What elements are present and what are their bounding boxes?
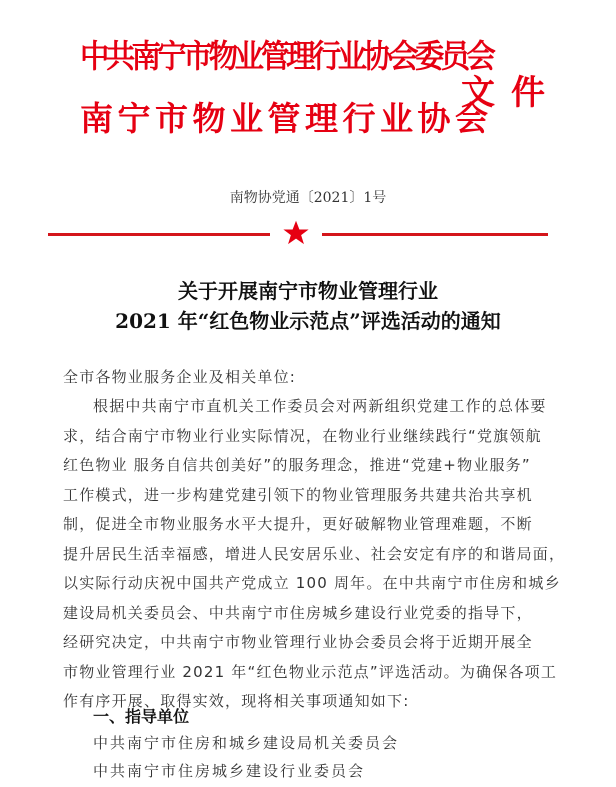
paragraph-line: 建设局机关委员会、中共南宁市住房城乡建设行业党委的指导下， — [63, 603, 533, 622]
paragraph-line: 以实际行动庆祝中国共产党成立 100 周年。在中共南宁市住房和城乡 — [63, 574, 561, 592]
divider-rule-left — [48, 233, 270, 236]
paragraph-line: 红色物业 服务自信共创美好”的服务理念，推进“党建+物业服务” — [63, 456, 531, 474]
paragraph-line: 根据中共南宁市直机关工作委员会对两新组织党建工作的总体要 — [93, 397, 547, 415]
paragraph-line: 制，促进全市物业服务水平大提升，更好破解物业管理难题，不断 — [63, 515, 533, 533]
paragraph-line: 作有序开展、取得实效，现将相关事项通知如下: — [63, 692, 410, 710]
star-icon — [282, 219, 310, 247]
document-number: 南物协党通〔2021〕1号 — [229, 190, 387, 206]
paragraph-line: 经研究决定，中共南宁市物业管理行业协会委员会将于近期开展全 — [63, 633, 533, 651]
issuing-org-line-1: 中共南宁市物业管理行业协会委员会 — [80, 37, 493, 75]
body-paragraph — [63, 392, 566, 717]
paragraph-line: 工作模式，进一步构建党建引领下的物业管理服务共建共治共享机 — [63, 485, 533, 504]
paragraph-line: 求，结合南宁市物业行业实际情况，在物业行业继续践行“党旗领航 — [63, 426, 542, 445]
section-heading-guidance-units: 一、指导单位 — [93, 707, 190, 726]
salutation: 全市各物业服务企业及相关单位: — [63, 368, 297, 386]
paragraph-line: 市物业管理行业 2021 年“红色物业示范点”评选活动。为确保各项工 — [63, 662, 558, 681]
guidance-unit-item: 中共南宁市住房城乡建设行业委员会 — [93, 762, 366, 780]
notice-title-line-2: 2021 年“红色物业示范点”评选活动的通知 — [115, 309, 501, 333]
document-type-label: 文件 — [461, 73, 561, 113]
divider-rule-right — [322, 233, 548, 236]
issuing-org-line-2: 南宁市物业管理行业协会 — [80, 99, 493, 138]
guidance-unit-item: 中共南宁市住房和城乡建设局机关委员会 — [93, 734, 400, 752]
notice-title-line-1: 关于开展南宁市物业管理行业 — [178, 279, 438, 303]
paragraph-line: 提升居民生活幸福感，增进人民安居乐业、社会安定有序的和谐局面， — [63, 544, 566, 563]
